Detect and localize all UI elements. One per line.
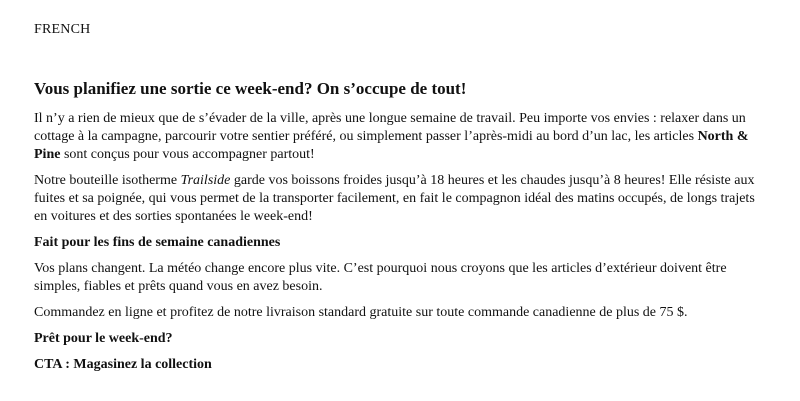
product-text: Notre bouteille isotherme — [34, 173, 181, 188]
shipping-paragraph: Commandez en ligne et profitez de notre livraison standard gratuite sur toute commande canadienne de plus de 75 $. — [34, 305, 688, 320]
intro-text-end: sont conçus pour vous accompagner partout! — [60, 147, 315, 162]
product-text-end: garde vos boissons froides jusqu’à 18 heures et les chaudes jusqu’à 8 heures! Elle résiste aux fuites et sa poignée, qui vous permet de la transporter facilement, en fait le compagnon idéal des matins occupés, de longs trajets en voitures et des sorties spontanées le week-end! — [34, 173, 755, 224]
plans-paragraph: Vos plans changent. La météo change encore plus vite. C’est pourquoi nous croyons que les articles d’extérieur doivent être simples, fiables et prêts quand vous en avez besoin. — [34, 261, 727, 294]
product-name: Trailside — [180, 173, 231, 188]
language-label: FRENCH — [34, 22, 91, 37]
headline: Vous planifiez une sortie ce week-end? On s’occupe de tout! — [34, 79, 467, 98]
brand-name: North & Pine — [34, 129, 749, 162]
document-content — [34, 78, 770, 382]
subheading-canadian-weekends: Fait pour les fins de semaine canadiennes — [34, 235, 281, 250]
product-paragraph — [34, 172, 770, 226]
subheading-ready: Prêt pour le week-end? — [34, 331, 173, 346]
intro-text: Il n’y a rien de mieux que de s’évader de la ville, après une longue semaine de travail. Peu importe vos envies : relaxer dans un cottage à la campagne, parcourir votre sentier préféré, ou simplement passer l’après-midi au bord d’un lac, les articles — [34, 111, 746, 144]
cta-line: CTA : Magasinez la collection — [34, 357, 212, 372]
intro-paragraph — [34, 110, 770, 164]
